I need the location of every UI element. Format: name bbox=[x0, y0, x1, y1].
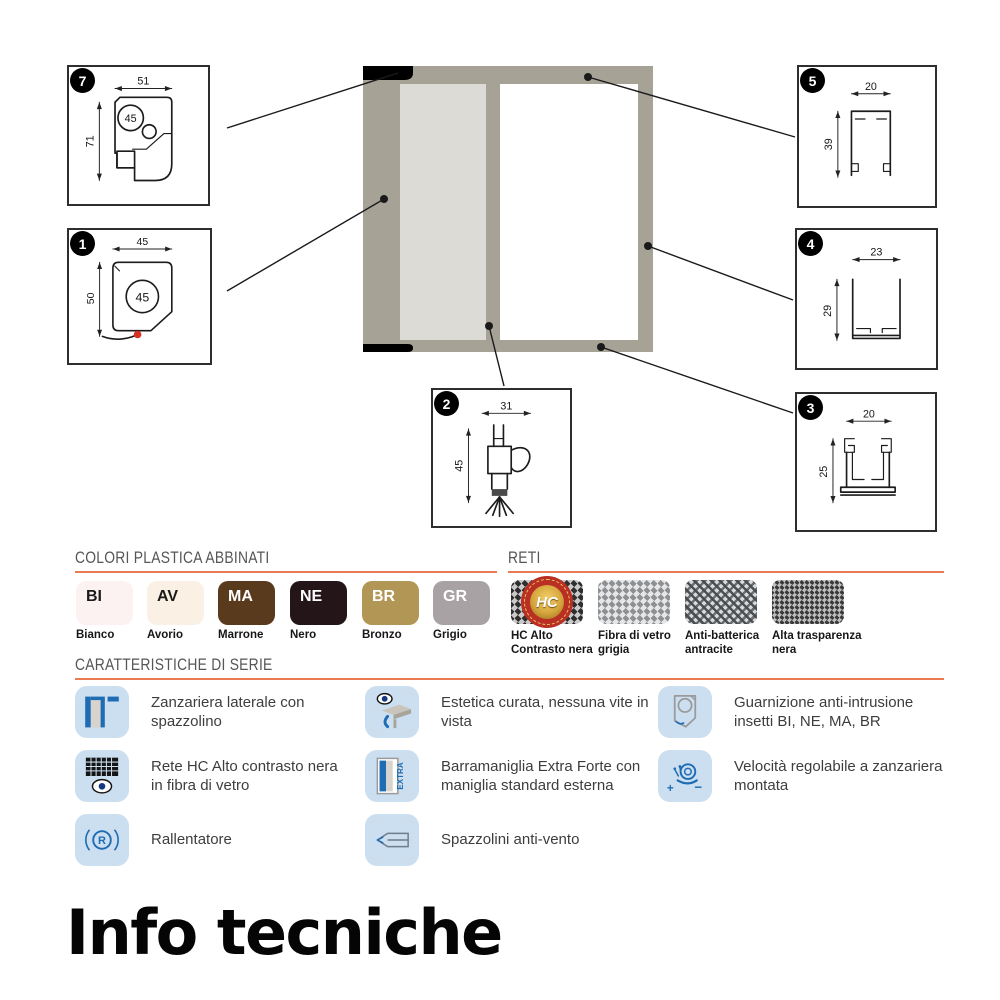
swatch-code: GR bbox=[443, 588, 467, 605]
svg-text:20: 20 bbox=[864, 80, 877, 93]
net-name: Anti-batterica antracite bbox=[685, 630, 760, 657]
swatch-code: AV bbox=[157, 588, 179, 605]
color-swatch-br bbox=[362, 581, 419, 625]
profile-number-badge: 3 bbox=[798, 395, 823, 420]
nets-section-title: RETI bbox=[508, 549, 541, 567]
svg-text:−: − bbox=[694, 779, 703, 795]
svg-text:+: + bbox=[666, 782, 674, 796]
hc-medal-label: HC bbox=[530, 585, 564, 619]
cassette-cap-bottom bbox=[363, 344, 413, 352]
swatch-name: Nero bbox=[290, 629, 317, 641]
feature-label: Estetica curata, nessuna vite in vista bbox=[441, 693, 649, 730]
feature-label: Rete HC Alto contrasto nera in fibra di vetro bbox=[151, 757, 338, 794]
feature-hc-mesh bbox=[75, 750, 365, 802]
svg-text:31: 31 bbox=[500, 400, 513, 413]
swatch-name: Marrone bbox=[218, 629, 264, 641]
svg-text:45: 45 bbox=[135, 290, 150, 305]
profile-box-1 bbox=[67, 228, 212, 365]
feature-gasket bbox=[658, 686, 958, 738]
swatch-name: Bronzo bbox=[362, 629, 402, 641]
window-open-panel bbox=[500, 84, 638, 340]
anti-wind-brush-icon bbox=[365, 814, 419, 866]
no-screws-icon bbox=[365, 686, 419, 738]
net-swatch-alta-trasparenza bbox=[772, 580, 844, 624]
profile-number-badge: 2 bbox=[434, 391, 459, 416]
color-swatch-bi bbox=[76, 581, 133, 625]
feature-label: Barramaniglia Extra Forte con maniglia standard esterna bbox=[441, 757, 641, 794]
profile-box-2 bbox=[431, 388, 572, 528]
swatch-code: NE bbox=[300, 588, 323, 605]
feature-lateral-screen bbox=[75, 686, 345, 738]
feature-rallentatore bbox=[75, 814, 345, 866]
net-name: Fibra di vetro grigia bbox=[598, 630, 671, 657]
slow-down-icon bbox=[75, 814, 129, 866]
feature-adjustable-speed bbox=[658, 750, 958, 802]
mesh-eye-icon bbox=[75, 750, 129, 802]
net-swatch-fibra-vetro bbox=[598, 580, 670, 624]
page-title: Info tecniche bbox=[66, 896, 502, 969]
feature-label: Zanzariera laterale con spazzolino bbox=[151, 693, 305, 730]
net-swatch-antibatterica bbox=[685, 580, 757, 624]
swatch-name: Avorio bbox=[147, 629, 183, 641]
cassette-cap-top bbox=[363, 66, 413, 80]
color-swatch-ne bbox=[290, 581, 347, 625]
net-name: Alta trasparenza nera bbox=[772, 630, 862, 657]
swatch-code: BI bbox=[86, 588, 102, 605]
features-section-underline bbox=[75, 678, 944, 680]
svg-text:45: 45 bbox=[136, 237, 149, 249]
svg-text:39: 39 bbox=[823, 138, 836, 151]
feature-label: Velocità regolabile a zanzariera montata bbox=[734, 757, 943, 794]
svg-text:23: 23 bbox=[870, 246, 883, 259]
profile-number-badge: 7 bbox=[70, 68, 95, 93]
gasket-icon bbox=[658, 686, 712, 738]
profile-number-badge: 4 bbox=[798, 231, 823, 256]
lateral-screen-icon bbox=[75, 686, 129, 738]
feature-label: Guarnizione anti-intrusione insetti BI, NE, MA, BR bbox=[734, 693, 914, 730]
feature-no-screws bbox=[365, 686, 655, 738]
color-swatch-av bbox=[147, 581, 204, 625]
color-swatch-gr bbox=[433, 581, 490, 625]
svg-text:29: 29 bbox=[822, 304, 835, 317]
feature-extra-bar bbox=[365, 750, 665, 802]
feature-label: Rallentatore bbox=[151, 831, 232, 849]
svg-text:71: 71 bbox=[84, 135, 97, 148]
svg-text:EXTRA: EXTRA bbox=[396, 762, 405, 790]
feature-label: Spazzolini anti-vento bbox=[441, 831, 580, 849]
brush-seal-red bbox=[102, 335, 137, 340]
swatch-code: BR bbox=[372, 588, 396, 605]
svg-text:50: 50 bbox=[85, 292, 97, 305]
nets-section-underline bbox=[508, 571, 944, 573]
profile-box-7 bbox=[67, 65, 210, 206]
profile-box-4 bbox=[795, 228, 938, 370]
net-name: HC Alto Contrasto nera bbox=[511, 630, 593, 657]
swatch-name: Grigio bbox=[433, 629, 467, 641]
swatch-name: Bianco bbox=[76, 629, 115, 641]
svg-text:51: 51 bbox=[137, 75, 150, 88]
colors-section-underline bbox=[75, 571, 497, 573]
features-section-title: CARATTERISTICHE DI SERIE bbox=[75, 656, 273, 674]
feature-anti-wind bbox=[365, 814, 655, 866]
brush-block bbox=[492, 489, 508, 496]
snail-speed-icon bbox=[658, 750, 712, 802]
extra-bar-icon bbox=[365, 750, 419, 802]
svg-text:25: 25 bbox=[818, 465, 831, 478]
profile-box-5 bbox=[797, 65, 937, 208]
color-swatch-ma bbox=[218, 581, 275, 625]
colors-section-title: COLORI PLASTICA ABBINATI bbox=[75, 549, 270, 567]
svg-text:20: 20 bbox=[862, 408, 875, 421]
svg-text:45: 45 bbox=[453, 459, 466, 472]
hc-medal-icon bbox=[521, 576, 573, 628]
profile-box-3 bbox=[795, 392, 937, 532]
profile-number-badge: 1 bbox=[70, 231, 95, 256]
svg-text:R: R bbox=[98, 835, 106, 848]
swatch-code: MA bbox=[228, 588, 253, 605]
profile-number-badge: 5 bbox=[800, 68, 825, 93]
svg-text:45: 45 bbox=[124, 112, 137, 125]
handle-hook bbox=[511, 448, 530, 472]
bristles bbox=[486, 497, 513, 516]
window-mesh-panel bbox=[400, 84, 486, 340]
